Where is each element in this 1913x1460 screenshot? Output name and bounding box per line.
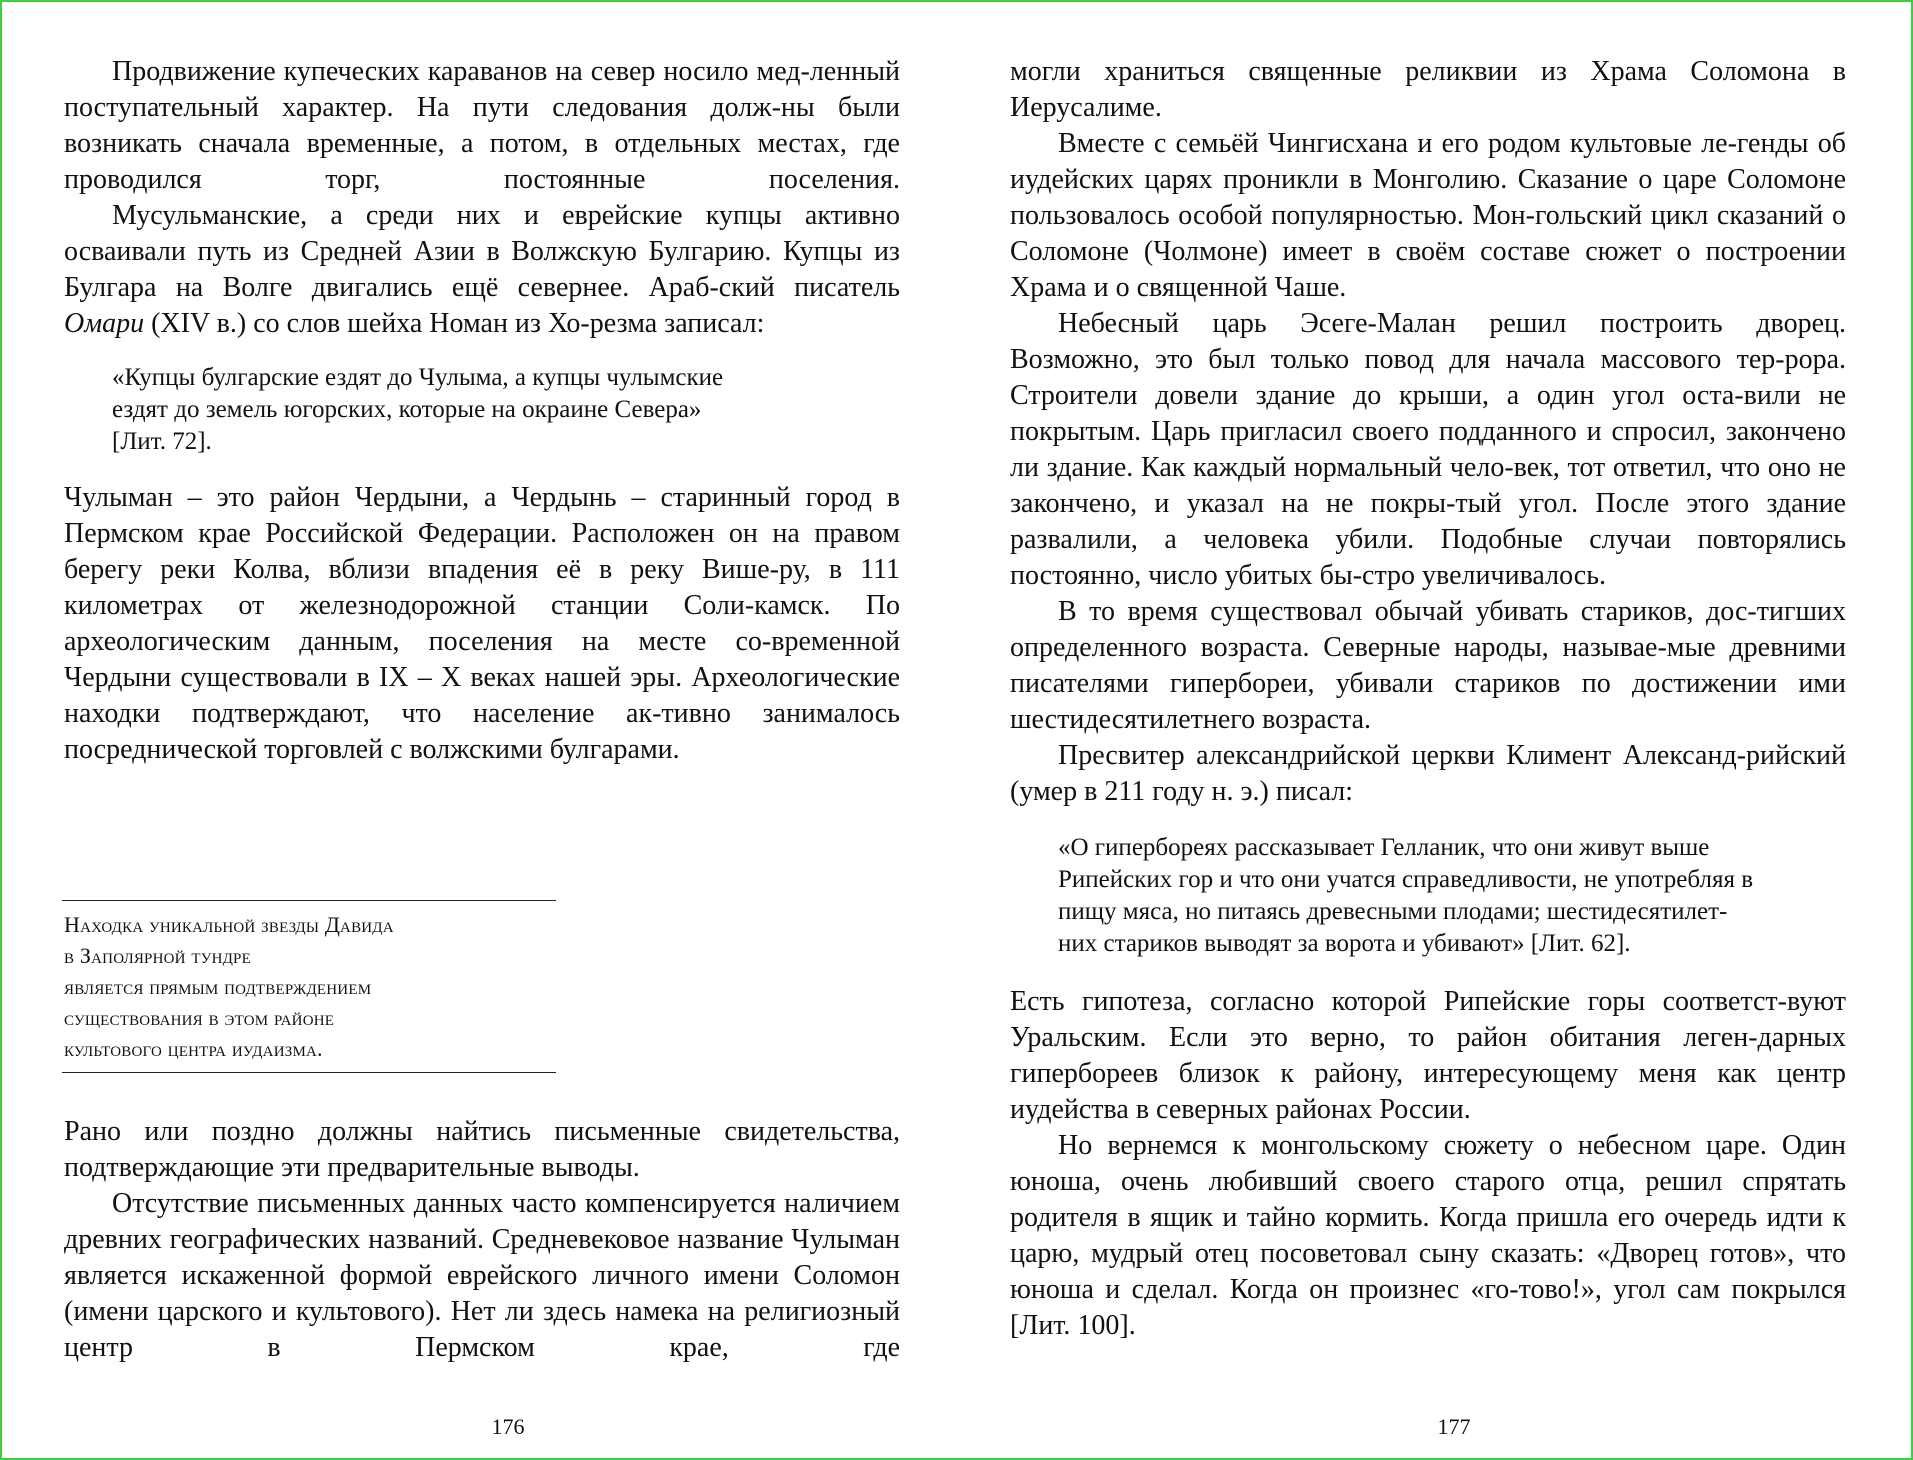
callout-box [62, 900, 556, 1073]
author-name: Омари [64, 308, 145, 339]
quote-line: Рипейских гор и что они учатся справедливости, не употребляя в [1058, 866, 1753, 893]
right-page-body [1010, 54, 1846, 1344]
paragraph: Отсутствие письменных данных часто компенсируется наличием древних географических названий. Средневековое название Чулыман является искаженной формой еврейского личного имени Соломон (имени царского и культового). Нет ли здесь намека на религиозный центр в Пермском крае, где [64, 1188, 900, 1363]
paragraph: Чулыман – это район Чердыни, а Чердынь – старинный город в Пермском крае Российской Федерации. Расположен он на правом берегу реки Колва, вблизи впадения её в реку Више-ру, в 111 километрах от железнодорожной станции Соли-камск. По археологическим данным, поселения на месте со-временной Чердыни существовали в IX – X веках нашей эры. Археологические находки подтверждают, что население ак-тивно занималось посреднической торговлей с волжскими булгарами. [64, 482, 900, 765]
quote-line: пищу мяса, но питаясь древесными плодами; шестидесятилет- [1058, 898, 1728, 925]
right-page [1010, 2, 1846, 1458]
paragraph: Рано или поздно должны найтись письменные свидетельства, подтверждающие эти предварительные выводы. [64, 1116, 900, 1183]
paragraph: Небесный царь Эсеге-Малан решил построить дворец. Возможно, это был только повод для начала массового тер-рора. Строители довели здание до крыши, а один угол оста-вили не покрытым. Царь пригласил своего подданного и спросил, закончено ли здание. Как каждый нормальный чело-век, тот ответил, что оно не закончено, и указал на не покры-тый угол. После этого здание развалили, а человека убили. Подобные случаи повторялись постоянно, число убитых бы-стро увеличивалось. [1010, 308, 1846, 591]
paragraph: Пресвитер александрийской церкви Климент Александ-рийский (умер в 211 году н. э.) писал: [1010, 740, 1846, 807]
page-number: 176 [491, 1414, 525, 1439]
paragraph: Но вернемся к монгольскому сюжету о небесном царе. Один юноша, очень любивший своего старого отца, решил спрятать родителя в ящик и тайно кормить. Когда пришла его очередь идти к царю, мудрый отец посоветовал сыну сказать: «Дворец готов», что юноша и сделал. Когда он произнес «го-тово!», угол сам покрылся [Лит. 100]. [1010, 1130, 1846, 1341]
quote-line: «О гипербореях рассказывает Гелланик, что они живут выше [1058, 834, 1710, 861]
callout-line: является прямым подтверждением [64, 974, 372, 999]
paragraph-text: (XIV в.) со слов шейха Номан из Хо-резма записал: [144, 308, 765, 339]
paragraph: В то время существовал обычай убивать стариков, дос-тигших определенного возраста. Северные народы, называе-мые древними писателями гипербореи, убивали стариков по достижении ими шестидесятилетнего возраста. [1010, 596, 1846, 735]
callout-line: культового центра иудаизма. [64, 1036, 323, 1061]
callout-line: существования в этом районе [64, 1005, 335, 1030]
block-quote [1058, 832, 1846, 960]
paragraph [64, 198, 900, 342]
block-quote [112, 362, 900, 458]
paragraph-text: Мусульманские, а среди них и еврейские купцы активно осваивали путь из Средней Азии в Волжскую Булгарию. Купцы из Булгара на Волге двигались ещё севернее. Араб-ский писатель [64, 200, 900, 303]
quote-line: них стариков выводят за ворота и убивают» [Лит. 62]. [1058, 930, 1631, 957]
paragraph: могли храниться священные реликвии из Храма Соломона в Иерусалиме. [1010, 56, 1846, 123]
left-page-body-lower [64, 1114, 900, 1366]
left-page [64, 2, 900, 1458]
paragraph: Продвижение купеческих караванов на север носило мед-ленный поступательный характер. На пути следования долж-ны были возникать сначала временные, а потом, в отдельных местах, где проводился торг, постоянные поселения. [64, 56, 900, 195]
page-number: 177 [1437, 1414, 1471, 1439]
callout-line: в Заполярной тундре [64, 943, 251, 968]
left-page-body [64, 54, 900, 768]
quote-line: ездят до земель югорских, которые на окраине Севера» [112, 396, 702, 423]
paragraph: Вместе с семьёй Чингисхана и его родом культовые ле-генды об иудейских царях проникли в Монголию. Сказание о царе Соломоне пользовалось особой популярностью. Мон-гольский цикл сказаний о Соломоне (Чолмоне) имеет в своём составе сюжет о построении Храма и о священной Чаше. [1010, 128, 1846, 303]
quote-line: [Лит. 72]. [112, 428, 212, 455]
paragraph: Есть гипотеза, согласно которой Рипейские горы соответст-вуют Уральским. Если это верно, то район обитания леген-дарных гипербореев близок к району, интересующему меня как центр иудейства в северных районах России. [1010, 986, 1846, 1125]
quote-line: «Купцы булгарские ездят до Чулыма, а купцы чулымские [112, 364, 724, 391]
callout-line: Находка уникальной звезды Давида [64, 912, 394, 937]
